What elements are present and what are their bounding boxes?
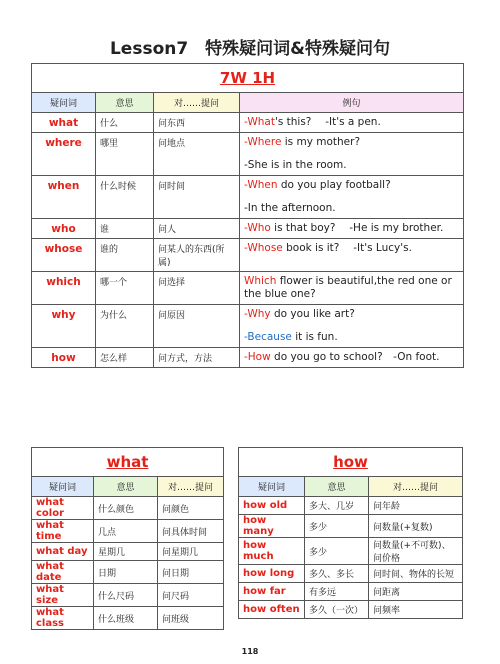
phrase: how much <box>239 538 305 565</box>
word-meaning: 为什么 <box>96 305 154 348</box>
table-banner: 7W 1H <box>32 64 464 93</box>
word-asks-about: 问方式，方法 <box>154 348 240 368</box>
phrase: what class <box>32 607 94 630</box>
table-row <box>32 133 464 176</box>
phrase: what size <box>32 584 94 607</box>
example-sentence <box>240 113 464 133</box>
col-header-meaning: 意思 <box>96 93 154 113</box>
phrase-asks-about: 问星期几 <box>158 543 224 561</box>
example-text: is my mother? <box>281 136 361 148</box>
question-word: why <box>32 305 96 348</box>
example-text: is that boy? -He is my brother. <box>270 222 444 234</box>
col-header-asks: 对……提问 <box>369 477 463 497</box>
question-word: which <box>32 272 96 305</box>
question-word: where <box>32 133 96 176</box>
example-sentence <box>240 305 464 348</box>
example-keyword: -When <box>244 179 278 191</box>
phrase-meaning: 几点 <box>94 520 158 543</box>
phrase-asks-about: 问颜色 <box>158 497 224 520</box>
phrase-meaning: 多大、几岁 <box>305 497 369 515</box>
word-meaning: 什么时候 <box>96 176 154 219</box>
page-title: Lesson7 特殊疑问词&特殊疑问句 <box>109 39 391 59</box>
phrase-asks-about: 问尺码 <box>158 584 224 607</box>
example-text: do you like art? <box>270 308 355 320</box>
table-row <box>32 113 464 133</box>
table-row <box>32 561 224 584</box>
phrase-asks-about: 问数量(+不可数)、问价格 <box>369 538 463 565</box>
table-row <box>32 348 464 368</box>
table-row <box>239 583 463 601</box>
col-header-example: 例句 <box>240 93 464 113</box>
table-row <box>32 239 464 272</box>
col-header-word: 疑问词 <box>32 477 94 497</box>
example-text: -In the afternoon. <box>244 202 336 214</box>
col-header-word: 疑问词 <box>32 93 96 113</box>
phrase-meaning: 日期 <box>94 561 158 584</box>
phrase: what day <box>32 543 94 561</box>
example-keyword: -Where <box>244 136 282 148</box>
phrase-asks-about: 问班级 <box>158 607 224 630</box>
page-number: 118 <box>241 647 259 656</box>
word-meaning: 怎么样 <box>96 348 154 368</box>
example-text: flower is beautiful,the red one or the blue one? <box>244 275 452 300</box>
table-row <box>239 565 463 583</box>
word-asks-about: 问原因 <box>154 305 240 348</box>
phrase-meaning: 星期几 <box>94 543 158 561</box>
example-sentence <box>240 219 464 239</box>
phrase-asks-about: 问频率 <box>369 601 463 619</box>
example-keyword: -How <box>244 351 271 363</box>
phrase-asks-about: 问距离 <box>369 583 463 601</box>
table-row <box>32 272 464 305</box>
table-row <box>32 497 224 520</box>
example-sentence <box>240 133 464 176</box>
question-word: whose <box>32 239 96 272</box>
example-sentence <box>240 176 464 219</box>
word-asks-about: 问选择 <box>154 272 240 305</box>
example-keyword: -What <box>244 116 275 128</box>
question-word: when <box>32 176 96 219</box>
phrase: what date <box>32 561 94 584</box>
col-header-word: 疑问词 <box>239 477 305 497</box>
phrase-asks-about: 问具体时间 <box>158 520 224 543</box>
word-asks-about: 问东西 <box>154 113 240 133</box>
example-sentence <box>240 348 464 368</box>
word-meaning: 什么 <box>96 113 154 133</box>
phrase-asks-about: 问时间、物体的长短 <box>369 565 463 583</box>
example-sentence <box>240 272 464 305</box>
col-header-meaning: 意思 <box>94 477 158 497</box>
phrase: how old <box>239 497 305 515</box>
table-row <box>239 515 463 538</box>
table-row <box>32 176 464 219</box>
col-header-asks: 对……提问 <box>158 477 224 497</box>
phrase-meaning: 有多远 <box>305 583 369 601</box>
question-word: how <box>32 348 96 368</box>
example-text: book is it? -It's Lucy's. <box>282 242 412 254</box>
phrase: what color <box>32 497 94 520</box>
table-row <box>239 601 463 619</box>
table-row <box>239 538 463 565</box>
table-row <box>239 497 463 515</box>
word-asks-about: 问时间 <box>154 176 240 219</box>
table-row <box>32 543 224 561</box>
phrase-meaning: 什么颜色 <box>94 497 158 520</box>
phrase-meaning: 多少 <box>305 538 369 565</box>
phrase: how many <box>239 515 305 538</box>
phrase-asks-about: 问日期 <box>158 561 224 584</box>
phrase-asks-about: 问年龄 <box>369 497 463 515</box>
phrase-meaning: 多久（一次） <box>305 601 369 619</box>
table-row <box>32 219 464 239</box>
how-box-title: how <box>239 448 463 477</box>
example-text: 's this? -It's a pen. <box>274 116 381 128</box>
word-asks-about: 问人 <box>154 219 240 239</box>
phrase: how far <box>239 583 305 601</box>
col-header-meaning: 意思 <box>305 477 369 497</box>
word-meaning: 谁的 <box>96 239 154 272</box>
phrase-meaning: 多少 <box>305 515 369 538</box>
phrase-meaning: 多久、多长 <box>305 565 369 583</box>
table-row <box>32 584 224 607</box>
word-meaning: 谁 <box>96 219 154 239</box>
example-text: it is fun. <box>291 331 338 343</box>
what-box-title: what <box>32 448 224 477</box>
example-text: -She is in the room. <box>244 159 347 171</box>
example-sentence <box>240 239 464 272</box>
word-meaning: 哪一个 <box>96 272 154 305</box>
question-word: what <box>32 113 96 133</box>
phrase: what time <box>32 520 94 543</box>
phrase-meaning: 什么尺码 <box>94 584 158 607</box>
phrase: how often <box>239 601 305 619</box>
phrase: how long <box>239 565 305 583</box>
example-keyword: -Because <box>244 331 292 343</box>
table-row <box>32 520 224 543</box>
example-keyword: Which <box>244 275 277 287</box>
word-meaning: 哪里 <box>96 133 154 176</box>
example-keyword: -Whose <box>244 242 283 254</box>
word-asks-about: 问某人的东西(所属) <box>154 239 240 272</box>
table-row <box>32 607 224 630</box>
table-row <box>32 305 464 348</box>
wh-words-table <box>31 63 464 368</box>
col-header-asks: 对……提问 <box>154 93 240 113</box>
example-keyword: -Who <box>244 222 271 234</box>
example-text: do you play football? <box>277 179 391 191</box>
example-text: do you go to school? -On foot. <box>270 351 440 363</box>
word-asks-about: 问地点 <box>154 133 240 176</box>
how-phrases-table <box>238 447 463 619</box>
phrase-meaning: 什么班级 <box>94 607 158 630</box>
question-word: who <box>32 219 96 239</box>
phrase-asks-about: 问数量(+复数) <box>369 515 463 538</box>
what-phrases-table <box>31 447 224 630</box>
example-keyword: -Why <box>244 308 271 320</box>
